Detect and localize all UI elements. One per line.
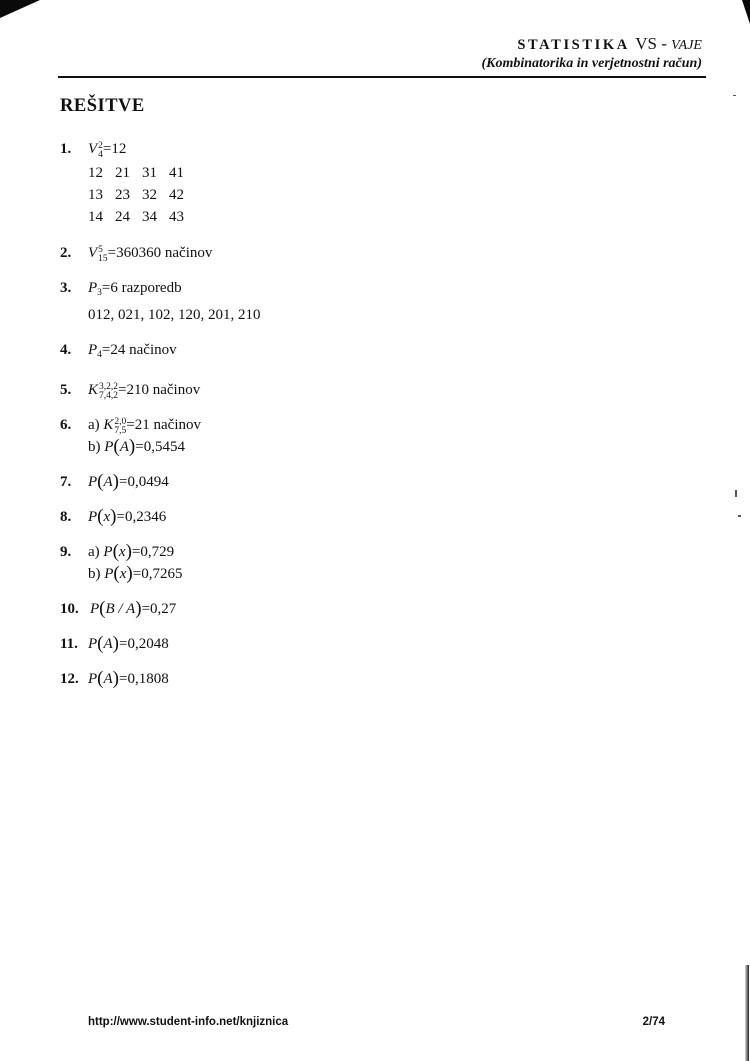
formula-symbol: P bbox=[88, 342, 98, 358]
solution-number: 7. bbox=[60, 474, 72, 490]
paren-close: ) bbox=[125, 541, 132, 562]
permutation-cell: 31 bbox=[142, 165, 157, 181]
solution-formula bbox=[88, 138, 660, 160]
probability-value: =0,729 bbox=[131, 544, 175, 560]
solution-2 bbox=[60, 242, 660, 264]
solution-formula bbox=[88, 242, 660, 264]
solution-number: 11. bbox=[60, 636, 78, 652]
header-rule bbox=[58, 76, 706, 78]
formula-result: =210 načinov bbox=[118, 382, 201, 398]
probability-value: =0,1808 bbox=[119, 671, 169, 687]
paren-close: ) bbox=[112, 668, 119, 689]
permutation-cell: 43 bbox=[169, 209, 184, 225]
formula-sup: 2 bbox=[98, 141, 103, 151]
part-label: b) bbox=[88, 439, 101, 455]
solution-part-b bbox=[88, 436, 660, 458]
probability-P: P bbox=[88, 474, 98, 490]
paren-open: ( bbox=[97, 633, 104, 654]
solution-number: 2. bbox=[60, 245, 72, 261]
footer-url-link[interactable]: http://www.student-info.net/knjiznica bbox=[88, 1016, 289, 1028]
solution-formula bbox=[88, 471, 660, 493]
solution-12 bbox=[60, 668, 660, 690]
solution-formula bbox=[88, 668, 660, 690]
formula-indices bbox=[98, 246, 108, 264]
solution-8 bbox=[60, 506, 660, 528]
formula-symbol: V bbox=[88, 141, 98, 157]
solutions-list bbox=[60, 138, 660, 690]
solution-number: 8. bbox=[60, 509, 72, 525]
paren-open: ( bbox=[99, 598, 106, 619]
probability-value: =0,0494 bbox=[119, 474, 169, 490]
probability-value: =0,7265 bbox=[132, 566, 183, 582]
solution-formula bbox=[88, 506, 660, 528]
header-course-title bbox=[481, 34, 702, 54]
event-x: x bbox=[119, 566, 127, 582]
paren-close: ) bbox=[112, 471, 119, 492]
page-number: 2/74 bbox=[642, 1016, 665, 1028]
solution-formula bbox=[88, 277, 660, 304]
solution-9 bbox=[60, 541, 660, 585]
solution-4 bbox=[60, 339, 660, 366]
probability-value: =0,27 bbox=[141, 601, 177, 617]
paren-open: ( bbox=[113, 563, 120, 584]
paren-open: ( bbox=[97, 471, 104, 492]
scan-edge-shadow bbox=[745, 965, 749, 1061]
formula-symbol: V bbox=[88, 245, 98, 261]
solution-6 bbox=[60, 414, 660, 458]
solution-number: 10. bbox=[60, 601, 79, 617]
paren-open: ( bbox=[97, 668, 104, 689]
paren-open: ( bbox=[97, 506, 104, 527]
probability-P: P bbox=[104, 439, 114, 455]
solution-number: 12. bbox=[60, 671, 79, 687]
formula-sub: 4 bbox=[98, 150, 103, 160]
event-A: A bbox=[103, 671, 113, 687]
solution-formula bbox=[88, 339, 660, 366]
solution-formula bbox=[88, 379, 660, 401]
permutation-cell: 32 bbox=[142, 187, 157, 203]
solution-number: 5. bbox=[60, 382, 72, 398]
formula-sub: 3 bbox=[97, 288, 102, 298]
document-header bbox=[481, 34, 702, 72]
solution-number: 9. bbox=[60, 544, 72, 560]
scan-speck bbox=[735, 490, 737, 497]
permutation-cell: 14 bbox=[88, 209, 103, 225]
formula-sub: 15 bbox=[98, 254, 108, 264]
solution-3 bbox=[60, 277, 660, 326]
permutation-row bbox=[88, 184, 660, 206]
page-title: REŠITVE bbox=[60, 96, 145, 116]
scan-corner-mark-right bbox=[742, 0, 750, 24]
permutation-row bbox=[88, 206, 660, 228]
probability-P: P bbox=[88, 509, 98, 525]
formula-sub: 4 bbox=[97, 350, 102, 360]
formula-sub: 7,4,2 bbox=[99, 391, 119, 401]
probability-P: P bbox=[104, 566, 114, 582]
formula-result: =12 bbox=[102, 141, 127, 157]
arrangements-list: 012, 021, 102, 120, 201, 210 bbox=[88, 307, 261, 323]
header-statistika: STATISTIKA bbox=[517, 37, 636, 53]
formula-sup: 3,2,2 bbox=[99, 382, 119, 392]
formula-result: =360360 načinov bbox=[107, 245, 213, 261]
formula-sup: 5 bbox=[98, 245, 103, 255]
probability-value: =0,2346 bbox=[116, 509, 167, 525]
permutation-cell: 24 bbox=[115, 209, 130, 225]
solution-part-b bbox=[88, 563, 660, 585]
permutation-cell: 12 bbox=[88, 165, 103, 181]
formula-indices bbox=[99, 383, 118, 401]
solution-number: 4. bbox=[60, 342, 72, 358]
part-label: a) bbox=[88, 417, 100, 433]
header-subtitle: (Kombinatorika in verjetnostni račun) bbox=[481, 56, 702, 71]
solution-number: 6. bbox=[60, 417, 72, 433]
solution-number: 1. bbox=[60, 141, 72, 157]
probability-P: P bbox=[88, 636, 98, 652]
permutation-cell: 23 bbox=[115, 187, 130, 203]
solution-11 bbox=[60, 633, 660, 655]
permutation-cell: 21 bbox=[115, 165, 130, 181]
probability-P: P bbox=[90, 601, 100, 617]
paren-close: ) bbox=[110, 506, 117, 527]
event-A: A bbox=[103, 636, 113, 652]
event-x: x bbox=[103, 509, 111, 525]
solution-part-a bbox=[88, 541, 660, 563]
solution-5 bbox=[60, 379, 660, 401]
header-separator: - bbox=[656, 34, 672, 53]
part-label: b) bbox=[88, 566, 101, 582]
paren-open: ( bbox=[112, 541, 119, 562]
permutation-cell: 13 bbox=[88, 187, 103, 203]
scan-speck bbox=[733, 95, 736, 96]
probability-P: P bbox=[103, 544, 113, 560]
scan-speck bbox=[738, 515, 741, 517]
solution-7 bbox=[60, 471, 660, 493]
formula-result: =24 načinov bbox=[101, 342, 177, 358]
formula-result: =21 načinov bbox=[126, 417, 201, 433]
probability-value: =0,2048 bbox=[119, 636, 169, 652]
paren-close: ) bbox=[126, 563, 133, 584]
event-B-given-A: B / A bbox=[105, 601, 136, 617]
formula-symbol: K bbox=[103, 417, 114, 433]
probability-value: =0,5454 bbox=[135, 439, 185, 455]
header-vs: VS bbox=[635, 34, 657, 53]
formula-sup: 2,0 bbox=[114, 417, 127, 427]
solution-formula bbox=[88, 633, 660, 655]
solution-number: 3. bbox=[60, 280, 72, 296]
permutation-cell: 41 bbox=[169, 165, 184, 181]
formula-result: =6 razporedb bbox=[101, 280, 182, 296]
formula-sub: 7,5 bbox=[114, 426, 127, 436]
event-A: A bbox=[103, 474, 113, 490]
solution-formula bbox=[90, 598, 660, 620]
formula-symbol: K bbox=[88, 382, 99, 398]
paren-close: ) bbox=[135, 598, 142, 619]
formula-symbol: P bbox=[88, 280, 98, 296]
formula-indices bbox=[114, 418, 126, 436]
event-A: A bbox=[119, 439, 129, 455]
paren-close: ) bbox=[128, 436, 136, 457]
part-label: a) bbox=[88, 544, 100, 560]
permutation-cell: 42 bbox=[169, 187, 184, 203]
permutation-row bbox=[88, 162, 660, 184]
solution-10 bbox=[60, 598, 660, 620]
header-vaje: VAJE bbox=[671, 38, 702, 53]
probability-P: P bbox=[88, 671, 98, 687]
permutation-cell: 34 bbox=[142, 209, 157, 225]
scan-corner-mark-left bbox=[0, 0, 40, 18]
solution-part-a bbox=[88, 414, 660, 436]
event-x: x bbox=[118, 544, 126, 560]
paren-close: ) bbox=[112, 633, 119, 654]
paren-open: ( bbox=[113, 436, 120, 457]
solution-1 bbox=[60, 138, 660, 228]
